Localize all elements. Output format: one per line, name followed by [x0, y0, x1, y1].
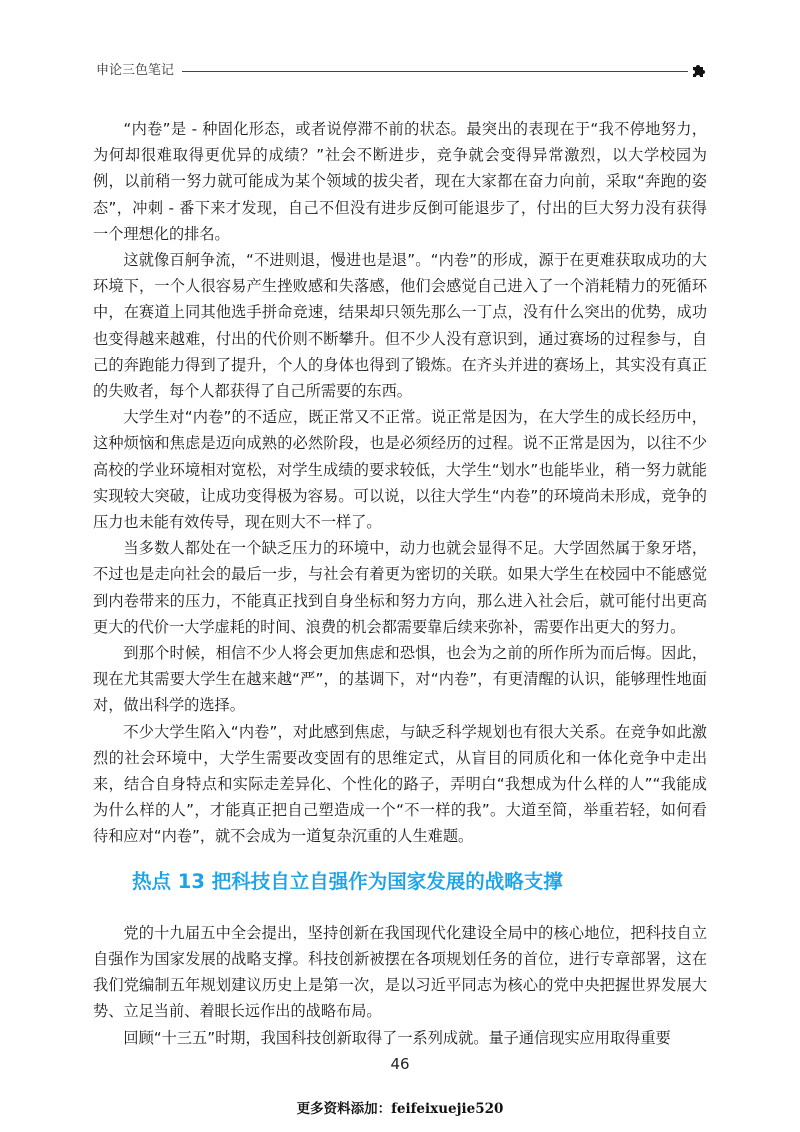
footer-note: 更多资料添加：feifeixuejie520	[296, 1101, 504, 1117]
paragraph: 到那个时候，相信不少人将会更加焦虑和恐惧，也会为之前的所作所为而后悔。因此，现在尤其需要大学生在越来越“严”，的基调下，对“内卷”，有更清醒的认识，能够理性地面对，做出科学的选择。	[93, 644, 707, 715]
puzzle-piece-icon	[690, 63, 706, 79]
page-header	[96, 60, 706, 82]
section-heading: 热点 13 把科技自立自强作为国家发展的战略支撑	[132, 869, 563, 893]
page-number: 46	[390, 1055, 410, 1073]
paragraph: 大学生对“内卷”的不适应，既正常又不正常。说正常是因为，在大学生的成长经历中，这种烦恼和焦虑是迈向成熟的必然阶段，也是必须经历的过程。说不正常是因为，以往不少高校的学业环境相对宽松，对学生成绩的要求较低，大学生“划水”也能毕业，稍一努力就能实现较大突破，让成功变得极为容易。可以说，以往大学生“内卷”的环境尚未形成，竞争的压力也未能有效传导，现在则大不一样了。	[93, 408, 707, 532]
article-body	[93, 116, 707, 1051]
paragraph: 当多数人都处在一个缺乏压力的环境中，动力也就会显得不足。大学固然属于象牙塔，不过也是走向社会的最后一步，与社会有着更为密切的关联。如果大学生在校园中不能感觉到内卷带来的压力，不能真正找到自身坐标和努力方向，那么进入社会后，就可能付出更高更大的代价一大学虚耗的时间、浪费的机会都需要靠后续来弥补，需要作出更大的努力。	[93, 539, 707, 636]
header-title: 申论三色笔记	[96, 63, 175, 78]
header-divider	[182, 71, 688, 72]
paragraph: 党的十九届五中全会提出，坚持创新在我国现代化建设全局中的核心地位，把科技自立自强作为国家发展的战略支撑。科技创新被摆在各项规划任务的首位，进行专章部署，这在我们党编制五年规划建议历史上是第一次，是以习近平同志为核心的党中央把握世界发展大势、立足当前、着眼长远作出的战略布局。	[93, 923, 707, 1021]
paragraph: “内卷”是 - 种固化形态，或者说停滞不前的状态。最突出的表现在于“我不停地努力，为何却很难取得更优异的成绩？”社会不断进步，竞争就会变得异常激烈，以大学校园为例，以前稍一努力就可能成为某个领域的拔尖者，现在大家都在奋力向前，采取“奔跑的姿态”，冲刺 - 番下来才发现，自己不但没有进步反倒可能退步了，付出的巨大努力没有获得一个理想化的排名。	[93, 120, 707, 243]
paragraph: 这就像百舸争流，“不进则退，慢进也是退”。“内卷”的形成，源于在更难获取成功的大环境下，一个人很容易产生挫败感和失落感，他们会感觉自己进入了一个消耗精力的死循环中，在赛道上同其他选手拼命竞速，结果却只领先那么一丁点，没有什么突出的优势，成功也变得越来越难，付出的代价则不断攀升。但不少人没有意识到，通过赛场的过程参与，自己的奔跑能力得到了提升，个人的身体也得到了锻炼。在齐头并进的赛场上，其实没有真正的失败者，每个人都获得了自己所需要的东西。	[93, 251, 707, 401]
paragraph: 不少大学生陷入“内卷”，对此感到焦虑，与缺乏科学规划也有很大关系。在竞争如此激烈的社会环境中，大学生需要改变固有的思维定式，从盲目的同质化和一体化竞争中走出来，结合自身特点和实际走差异化、个性化的路子，弄明白“我想成为什么样的人”“我能成为什么样的人”，才能真正把自己塑造成一个“不一样的我”。大道至简，举重若轻，如何看待和应对“内卷”，就不会成为一道复杂沉重的人生难题。	[93, 722, 707, 846]
paragraph: 回顾“十三五”时期，我国科技创新取得了一系列成就。量子通信现实应用取得重要	[123, 1028, 671, 1047]
